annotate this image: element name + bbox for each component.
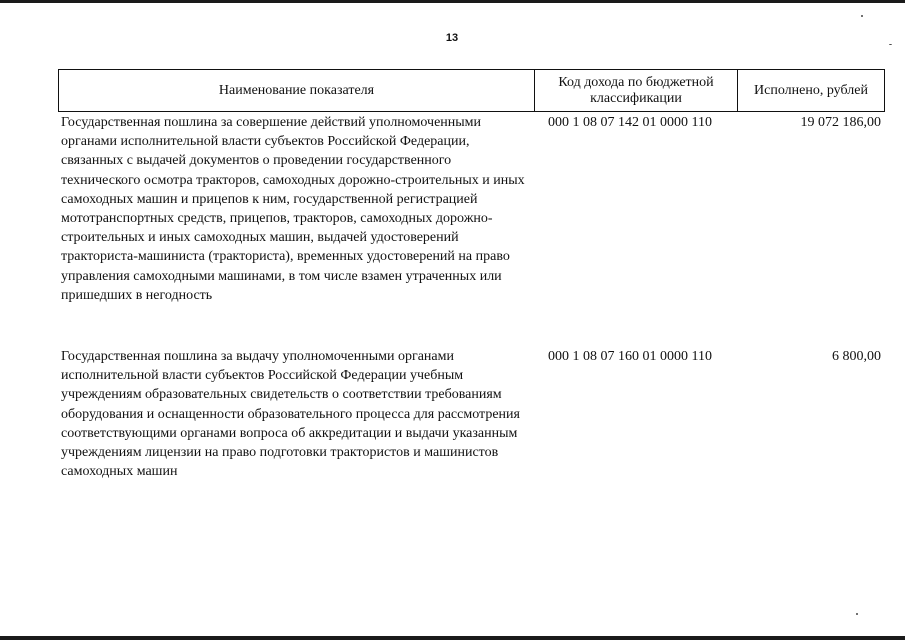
scan-speck <box>861 15 863 17</box>
scan-border-bottom <box>0 636 905 640</box>
header-executed: Исполнено, рублей <box>754 82 868 98</box>
row-name: Государственная пошлина за выдачу уполномоченными органами исполнительной власти субъектов Российской Федерации учебным учреждениям образовательных свидетельств о соответствии требованиям оборудования и оснащенности образовательного процесса для рассмотрения соответствующими органами вопроса об аккредитации и выдачи указанным учреждениям лицензии на право подготовки трактористов и машинистов самоходных машин <box>61 349 520 480</box>
row-code: 000 1 08 07 160 01 0000 110 <box>548 349 712 364</box>
row-code: 000 1 08 07 142 01 0000 110 <box>548 115 712 130</box>
row-name: Государственная пошлина за совершение действий уполномоченными органами исполнительной власти субъектов Российской Федерации, связанных с выдачей документов о проведении государственного технического осмотра тракторов, самоходных дорожно-строительных и иных самоходных машин и прицепов к ним, государственной регистрацией мототранспортных средств, прицепов, тракторов, самоходных дорожно-строительных и иных самоходных машин, выдачей удостоверений тракториста-машиниста (тракториста), временных удостоверений на право управления самоходными машинами, в том числе взамен утраченных или пришедших в негодность <box>61 115 525 303</box>
page-number: 13 <box>445 32 459 44</box>
table-header-row <box>58 69 885 112</box>
row-amount: 6 800,00 <box>832 349 881 364</box>
scan-speck <box>889 44 892 45</box>
header-code: Код дохода по бюджетной классификации <box>535 70 738 111</box>
scan-border-top <box>0 0 905 3</box>
revenue-table <box>58 69 885 480</box>
header-name: Наименование показателя <box>59 70 535 111</box>
row-amount: 19 072 186,00 <box>800 115 881 130</box>
scan-speck <box>856 613 858 615</box>
